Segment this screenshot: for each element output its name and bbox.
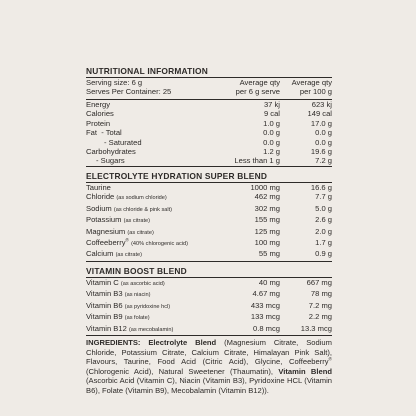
row-value-serve: 37 kj: [263, 100, 280, 109]
row-label: Magnesium: [86, 226, 126, 236]
row-value-serve: Less than 1 g: [234, 156, 280, 166]
row-value-100g: 7.2 g: [315, 156, 332, 166]
row-value-100g: 19.6 g: [310, 147, 332, 157]
row-label: Potassium: [86, 215, 122, 225]
registered-mark: ®: [328, 356, 332, 362]
table-row: [86, 324, 332, 335]
row-label: Vitamin C: [86, 278, 119, 288]
nutrition-title: NUTRITIONAL INFORMATION: [86, 66, 208, 76]
row-note: (as folate): [124, 315, 150, 322]
row-value-serve: 4.67 mg: [252, 289, 280, 299]
row-label: Vitamin B9: [86, 312, 123, 322]
serves-per-container: Serves Per Container: 25: [86, 87, 172, 97]
row-label: Carbohydrates: [86, 147, 136, 157]
row-value-100g: 1.7 g: [315, 238, 332, 248]
row-value-100g: 2.2 mg: [308, 312, 332, 322]
row-value-100g: 5.0 g: [315, 203, 332, 213]
row-label: Protein: [86, 118, 111, 128]
header-row: [86, 78, 332, 87]
row-value-serve: 0.0 g: [263, 137, 280, 147]
row-note: (as sodium chloride): [116, 195, 167, 202]
row-value-100g: 7.7 g: [315, 192, 332, 202]
table-row: [86, 238, 332, 249]
table-row: [86, 147, 332, 156]
row-note: (as ascorbic acid): [120, 281, 165, 288]
row-value-100g: 2.6 g: [315, 215, 332, 225]
header-col-serve: Average qty: [239, 78, 280, 87]
table-row: [86, 119, 332, 128]
row-value-100g: 0.0 g: [315, 137, 332, 147]
row-value-100g: 13.3 mcg: [300, 323, 332, 333]
header-col-100g: per 100 g: [299, 87, 332, 97]
row-label: Vitamin B6: [86, 300, 123, 310]
table-row: [86, 301, 332, 312]
row-label: Fat - Total: [86, 128, 122, 138]
row-label: Calories: [86, 109, 114, 119]
row-value-100g: 667 mg: [306, 278, 332, 288]
registered-mark: ®: [125, 238, 129, 243]
row-label: - Sugars: [96, 156, 125, 166]
row-value-100g: 149 cal: [307, 109, 332, 119]
row-value-serve: 133 mcg: [250, 312, 280, 322]
table-row: [86, 156, 332, 165]
table-row: [86, 192, 332, 203]
row-value-100g: 2.0 g: [315, 226, 332, 236]
header-col-serve: per 6 g serve: [235, 87, 280, 97]
row-value-100g: 7.2 mg: [308, 300, 332, 310]
row-value-serve: 462 mg: [254, 192, 280, 202]
row-note: (as citrate): [123, 218, 150, 225]
row-note: (40% chlorogenic acid): [131, 241, 188, 248]
row-note: (as mecobalamin): [128, 326, 174, 333]
row-label: Vitamin B3: [86, 289, 123, 299]
row-value-serve: 100 mg: [254, 238, 280, 248]
table-row: [86, 215, 332, 226]
row-value-serve: 55 mg: [258, 249, 280, 259]
row-note: (as citrate): [127, 229, 154, 236]
table-row: [86, 100, 332, 109]
row-value-100g: 16.6 g: [310, 183, 332, 193]
row-value-serve: 40 mg: [258, 278, 280, 288]
table-row: [86, 109, 332, 118]
ingredients-part: (Chlorogenic Acid), Natural Sweetener (Thaumatin),: [86, 366, 274, 376]
row-value-100g: 623 kj: [311, 100, 332, 109]
nutrition-panel: [86, 66, 332, 396]
serving-size: Serving size: 6 g: [86, 78, 143, 87]
ingredients-blend-name: Electrolyte Blend: [148, 338, 217, 348]
row-value-serve: 0.8 mcg: [252, 323, 280, 333]
row-value-serve: 155 mg: [254, 215, 280, 225]
table-row: [86, 227, 332, 238]
table-row: [86, 183, 332, 192]
table-row: [86, 138, 332, 147]
vitamin-title: VITAMIN BOOST BLEND: [86, 266, 187, 277]
table-row: [86, 249, 332, 260]
row-note: (as niacin): [124, 292, 151, 299]
ingredients-text: [86, 336, 332, 396]
row-value-serve: 125 mg: [254, 226, 280, 236]
row-label: Taurine: [86, 183, 111, 193]
row-value-serve: 302 mg: [254, 203, 280, 213]
table-row: [86, 128, 332, 137]
row-label: - Saturated: [104, 137, 142, 147]
table-row: [86, 204, 332, 215]
row-label: Coffeeberry: [86, 238, 126, 248]
header-col-100g: Average qty: [291, 78, 332, 87]
table-row: [86, 278, 332, 289]
table-row: [86, 289, 332, 300]
ingredients-part: (Ascorbic Acid (Vitamin C), Niacin (Vitamin B3), Pyridoxine HCL (Vitamin B6), Folate (Vitamin B9), Mecobalamin (Vitamin B12)).: [86, 376, 332, 396]
row-value-serve: 0.0 g: [263, 128, 280, 138]
row-value-100g: 17.0 g: [310, 118, 332, 128]
row-value-100g: 0.0 g: [315, 128, 332, 138]
row-value-100g: 0.9 g: [315, 249, 332, 259]
header-row: [86, 87, 332, 96]
row-value-serve: 9 cal: [263, 109, 280, 119]
row-value-serve: 1.2 g: [263, 147, 280, 157]
row-note: (as citrate): [115, 252, 142, 259]
ingredients-part: (Magnesium Citrate, Sodium Chloride, Potassium Citrate, Calcium Citrate, Himalayan Pink Salt), Flavours, Taurine, Food Acid (Citric Acid), Glycine, Coffeeberry: [86, 338, 332, 367]
row-value-serve: 1000 mg: [250, 183, 280, 193]
row-note: (as pyridoxine hcl): [124, 303, 171, 310]
row-label: Calcium: [86, 249, 114, 259]
row-note: (as chloride & pink salt): [113, 206, 173, 213]
table-row: [86, 312, 332, 323]
row-label: Vitamin B12: [86, 323, 127, 333]
row-value-serve: 1.0 g: [263, 118, 280, 128]
ingredients-lead: INGREDIENTS:: [86, 338, 141, 348]
row-label: Sodium: [86, 203, 112, 213]
ingredients-blend-name: Vitamin Blend: [278, 366, 332, 376]
row-value-serve: 433 mcg: [250, 300, 280, 310]
row-value-100g: 78 mg: [310, 289, 332, 299]
electrolyte-title: ELECTROLYTE HYDRATION SUPER BLEND: [86, 171, 268, 182]
row-label: Energy: [86, 100, 111, 109]
row-label: Chloride: [86, 192, 115, 202]
